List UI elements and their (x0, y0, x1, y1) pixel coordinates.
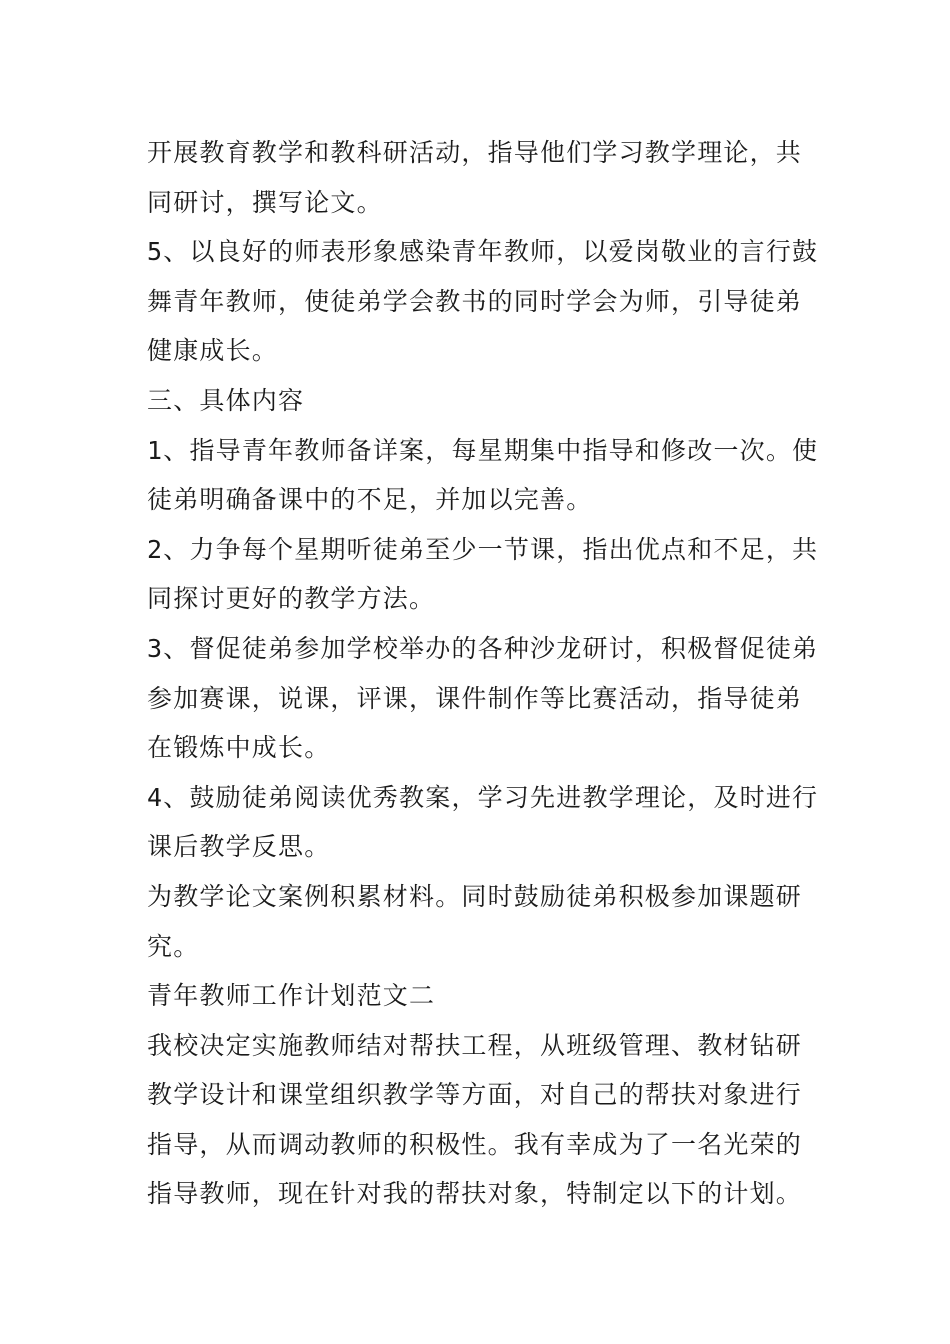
text-line: 指导教师，现在针对我的帮扶对象，特制定以下的计划。 (147, 1179, 803, 1209)
text-line: 在锻炼中成长。 (147, 733, 331, 763)
text-line: 同研讨，撰写论文。 (147, 187, 383, 217)
section-heading: 青年教师工作计划范文二 (147, 981, 436, 1011)
text-line: 徒弟明确备课中的不足，并加以完善。 (147, 485, 593, 515)
text-line: 指导，从而调动教师的积极性。我有幸成为了一名光荣的 (147, 1129, 803, 1159)
text-line: 开展教育教学和教科研活动，指导他们学习教学理论，共 (147, 138, 803, 167)
text-line: 3、督促徒弟参加学校举办的各种沙龙研讨，积极督促徒弟 (147, 633, 819, 663)
text-line: 究。 (147, 931, 200, 961)
text-line: 4、鼓励徒弟阅读优秀教案，学习先进教学理论，及时进行 (147, 782, 819, 812)
text-line: 为教学论文案例积累材料。同时鼓励徒弟积极参加课题研 (147, 881, 803, 911)
text-line: 我校决定实施教师结对帮扶工程，从班级管理、教材钻研 (147, 1030, 803, 1060)
text-line: 参加赛课，说课，评课，课件制作等比赛活动，指导徒弟 (147, 683, 803, 713)
text-line: 教学设计和课堂组织教学等方面，对自己的帮扶对象进行 (147, 1080, 803, 1110)
text-line: 5、以良好的师表形象感染青年教师，以爱岗敬业的言行鼓 (147, 237, 819, 267)
text-line: 健康成长。 (147, 336, 279, 366)
text-line: 课后教学反思。 (147, 832, 331, 862)
text-line: 1、指导青年教师备详案，每星期集中指导和修改一次。使 (147, 435, 819, 465)
text-line: 舞青年教师，使徒弟学会教书的同时学会为师，引导徒弟 (147, 286, 803, 316)
text-line: 同探讨更好的教学方法。 (147, 584, 436, 614)
section-heading: 三、具体内容 (147, 385, 305, 415)
text-line: 2、力争每个星期听徒弟至少一节课，指出优点和不足，共 (147, 534, 819, 564)
document-body (147, 128, 819, 1219)
